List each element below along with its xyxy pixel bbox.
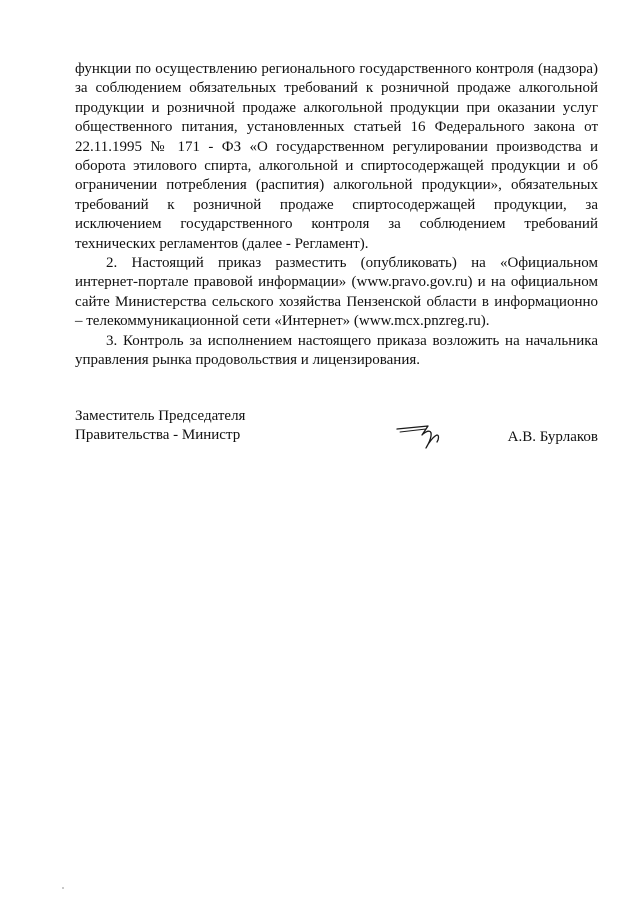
handwritten-signature <box>395 417 445 451</box>
signature-block <box>75 407 598 467</box>
paragraph-item-2: 2. Настоящий приказ разместить (опубликовать) на «Официальном интернет-портале правовой информации» (www.pravo.gov.ru) и на официальном сайте Министерства сельского хозяйства Пензенской области в информационно – телекоммуникационной сети «Интернет» (www.mcx.pnzreg.ru). <box>75 255 598 330</box>
scan-speck <box>62 887 64 889</box>
signer-name: А.В. Бурлаков <box>507 429 598 445</box>
document-body <box>75 60 598 371</box>
signer-title-line-1: Заместитель Председателя <box>75 408 246 424</box>
paragraph-continuation: функции по осуществлению регионального государственного контроля (надзора) за соблюдением обязательных требований к розничной продаже алкогольной продукции и розничной продаже алкогольной продукции при оказании услуг общественного питания, установленных статьей 16 Федерального закона от 22.11.1995 № 171 - ФЗ «О государственном регулировании производства и оборота этилового спирта, алкогольной и спиртосодержащей продукции и об ограничении потребления (распития) алкогольной продукции», обязательных требований к розничной продаже спиртосодержащей продукции, за исключением государственного контроля за соблюдением требований технических регламентов (далее - Регламент). <box>75 61 598 252</box>
signer-title <box>75 407 245 446</box>
signer-title-line-2: Правительства - Министр <box>75 427 241 444</box>
paragraph-item-3: 3. Контроль за исполнением настоящего приказа возложить на начальника управления рынка продовольствия и лицензирования. <box>75 332 598 369</box>
